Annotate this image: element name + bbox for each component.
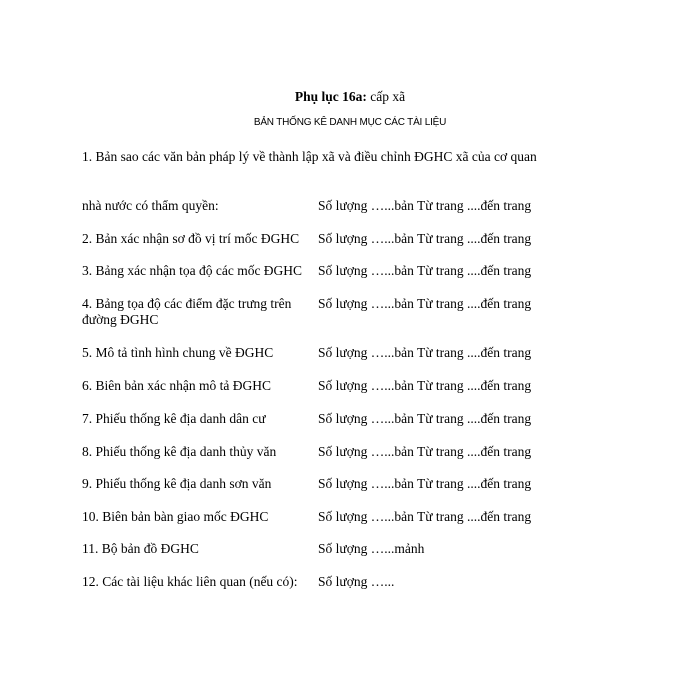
item-quantity: Số lượng …...bản Từ trang ....đến trang <box>318 509 532 524</box>
appendix-title <box>0 89 700 105</box>
item-quantity: Số lượng …...bản Từ trang ....đến trang <box>318 444 532 459</box>
item-label: 5. Mô tả tình hình chung về ĐGHC <box>82 345 274 360</box>
item-label: 10. Biên bản bàn giao mốc ĐGHC <box>82 509 269 524</box>
item-quantity: Số lượng …...bản Từ trang ....đến trang <box>318 231 532 246</box>
item-quantity: Số lượng …...bản Từ trang ....đến trang <box>318 476 532 491</box>
item-quantity: Số lượng …...bản Từ trang ....đến trang <box>318 198 532 213</box>
item-quantity: Số lượng …...bản Từ trang ....đến trang <box>318 296 532 311</box>
item-label: 12. Các tài liệu khác liên quan (nếu có): <box>82 574 298 589</box>
item-label: nhà nước có thẩm quyền: <box>82 198 219 213</box>
appendix-title-rest: cấp xã <box>366 89 406 104</box>
item-quantity: Số lượng …...bản Từ trang ....đến trang <box>318 411 532 426</box>
item-label: 6. Biên bản xác nhận mô tả ĐGHC <box>82 378 271 393</box>
item-label: 2. Bản xác nhận sơ đồ vị trí mốc ĐGHC <box>82 231 300 246</box>
item-quantity: Số lượng …... <box>318 574 395 589</box>
item-1-intro: 1. Bản sao các văn bản pháp lý về thành lập xã và điều chỉnh ĐGHC xã của cơ quan <box>82 149 537 164</box>
appendix-title-bold: Phụ lục 16a: <box>294 89 367 104</box>
item-quantity: Số lượng …...mảnh <box>318 541 425 556</box>
item-quantity: Số lượng …...bản Từ trang ....đến trang <box>318 378 532 393</box>
document-subtitle: BẢN THỐNG KÊ DANH MỤC CÁC TÀI LIỆU <box>253 117 447 128</box>
item-label: 4. Bảng tọa độ các điểm đặc trưng trên đường ĐGHC <box>82 296 292 327</box>
item-label: 7. Phiếu thống kê địa danh dân cư <box>82 411 266 426</box>
item-label: 8. Phiếu thống kê địa danh thủy văn <box>82 444 277 459</box>
item-quantity: Số lượng …...bản Từ trang ....đến trang <box>318 345 532 360</box>
item-label: 9. Phiếu thống kê địa danh sơn văn <box>82 476 272 491</box>
item-label: 11. Bộ bản đồ ĐGHC <box>82 541 199 556</box>
item-quantity: Số lượng …...bản Từ trang ....đến trang <box>318 263 532 278</box>
item-label: 3. Bảng xác nhận tọa độ các mốc ĐGHC <box>82 263 303 278</box>
